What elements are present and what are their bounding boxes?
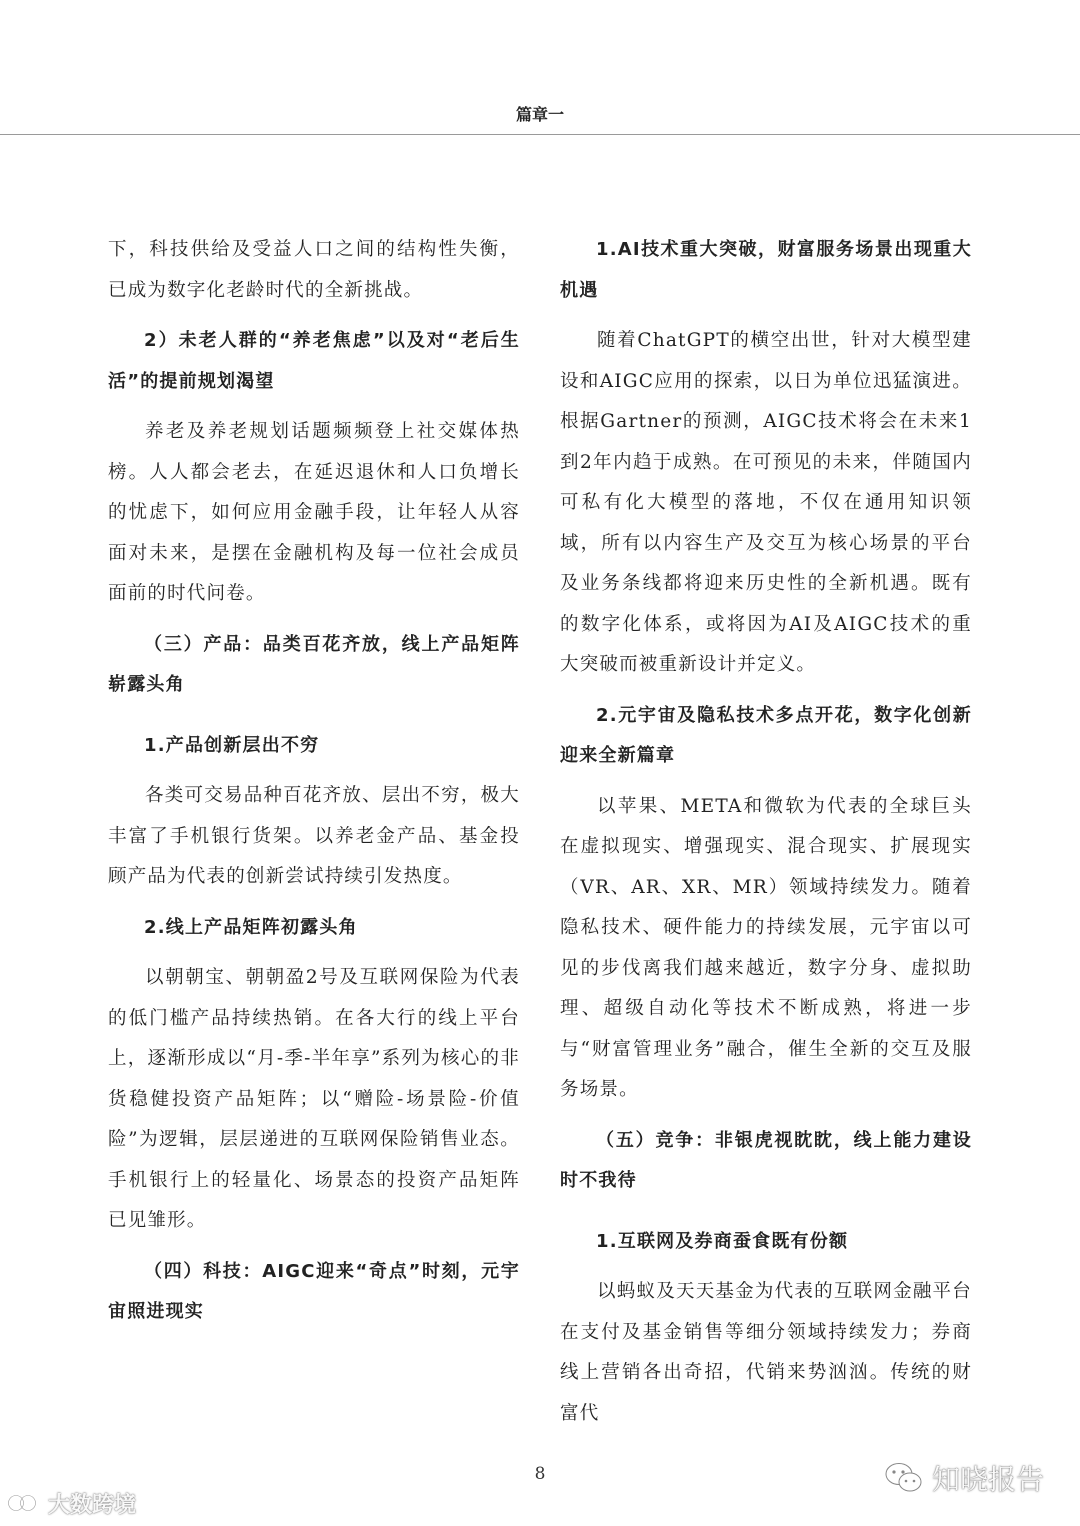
page-number: 8 [534,1464,546,1484]
left-heading: （四）科技：AIGC迎来“奇点”时刻，元宇宙照进现实 [108,1260,520,1322]
left-paragraph: 以朝朝宝、朝朝盈2号及互联网保险为代表的低门槛产品持续热销。在各大行的线上平台上，逐渐形成以“月-季-半年享”系列为核心的非货稳健投资产品矩阵；以“赠险-场景险-价值险”为逻辑，层层递进的互联网保险销售业态。手机银行上的轻量化、场景态的投资产品矩阵已见雏形。 [108,967,520,1231]
left-heading: 1.产品创新层出不穷 [144,734,320,756]
right-heading: （五）竞争：非银虎视眈眈，线上能力建设时不我待 [560,1129,972,1191]
right-paragraph: 以苹果、META和微软为代表的全球巨头在虚拟现实、增强现实、混合现实、扩展现实（VR、AR、XR、MR）领域持续发力。随着隐私技术、硬件能力的持续发展，元宇宙以可见的步伐离我们越来越近，数字分身、虚拟助理、超级自动化等技术不断成熟，将进一步与“财富管理业务”融合，催生全新的交互及服务场景。 [560,795,972,1100]
right-column [560,230,972,1434]
watermark-right-text: 知晓报告 [931,1463,1044,1496]
right-heading: 2.元宇宙及隐私技术多点开花，数字化创新迎来全新篇章 [560,704,972,766]
left-column [108,230,520,1333]
right-paragraph: 随着ChatGPT的横空出世，针对大模型建设和AIGC应用的探索，以日为单位迅猛演进。根据Gartner的预测，AIGC技术将会在未来1到2年内趋于成熟。在可预见的未来，伴随国内可私有化大模型的落地，不仅在通用知识领域，所有以内容生产及交互为核心场景的平台及业务条线都将迎来历史性的全新机遇。既有的数字化体系，或将因为AI及AIGC技术的重大突破而被重新设计并定义。 [560,330,972,675]
right-heading: 1.互联网及券商蚕食既有份额 [596,1230,849,1252]
left-heading: 2）未老人群的“养老焦虑”以及对“老后生活”的提前规划渴望 [108,330,520,392]
left-paragraph: 下，科技供给及受益人口之间的结构性失衡，已成为数字化老龄时代的全新挑战。 [108,239,520,301]
watermark-left-text: 大数跨境 [48,1492,137,1518]
left-heading: （三）产品：品类百花齐放，线上产品矩阵崭露头角 [108,633,520,695]
right-paragraph: 以蚂蚁及天天基金为代表的互联网金融平台在支付及基金销售等细分领域持续发力；券商线上营销各出奇招，代销来势汹汹。传统的财富代 [560,1281,972,1424]
page-header [0,0,1080,135]
chapter-title: 篇章一 [515,105,564,124]
wechat-icon [884,1461,924,1495]
left-paragraph: 各类可交易品种百花齐放、层出不穷，极大丰富了手机银行货架。以养老金产品、基金投顾产品为代表的创新尝试持续引发热度。 [108,785,520,887]
brand-logo-icon [8,1492,42,1514]
left-heading: 2.线上产品矩阵初露头角 [144,916,358,938]
right-heading: 1.AI技术重大突破，财富服务场景出现重大机遇 [560,239,972,301]
left-paragraph: 养老及养老规划话题频频登上社交媒体热榜。人人都会老去，在延迟退休和人口负增长的忧虑下，如何应用金融手段，让年轻人从容面对未来，是摆在金融机构及每一位社会成员面前的时代问卷。 [108,421,520,604]
watermark-left [8,1486,136,1520]
watermark-right [884,1456,1044,1500]
